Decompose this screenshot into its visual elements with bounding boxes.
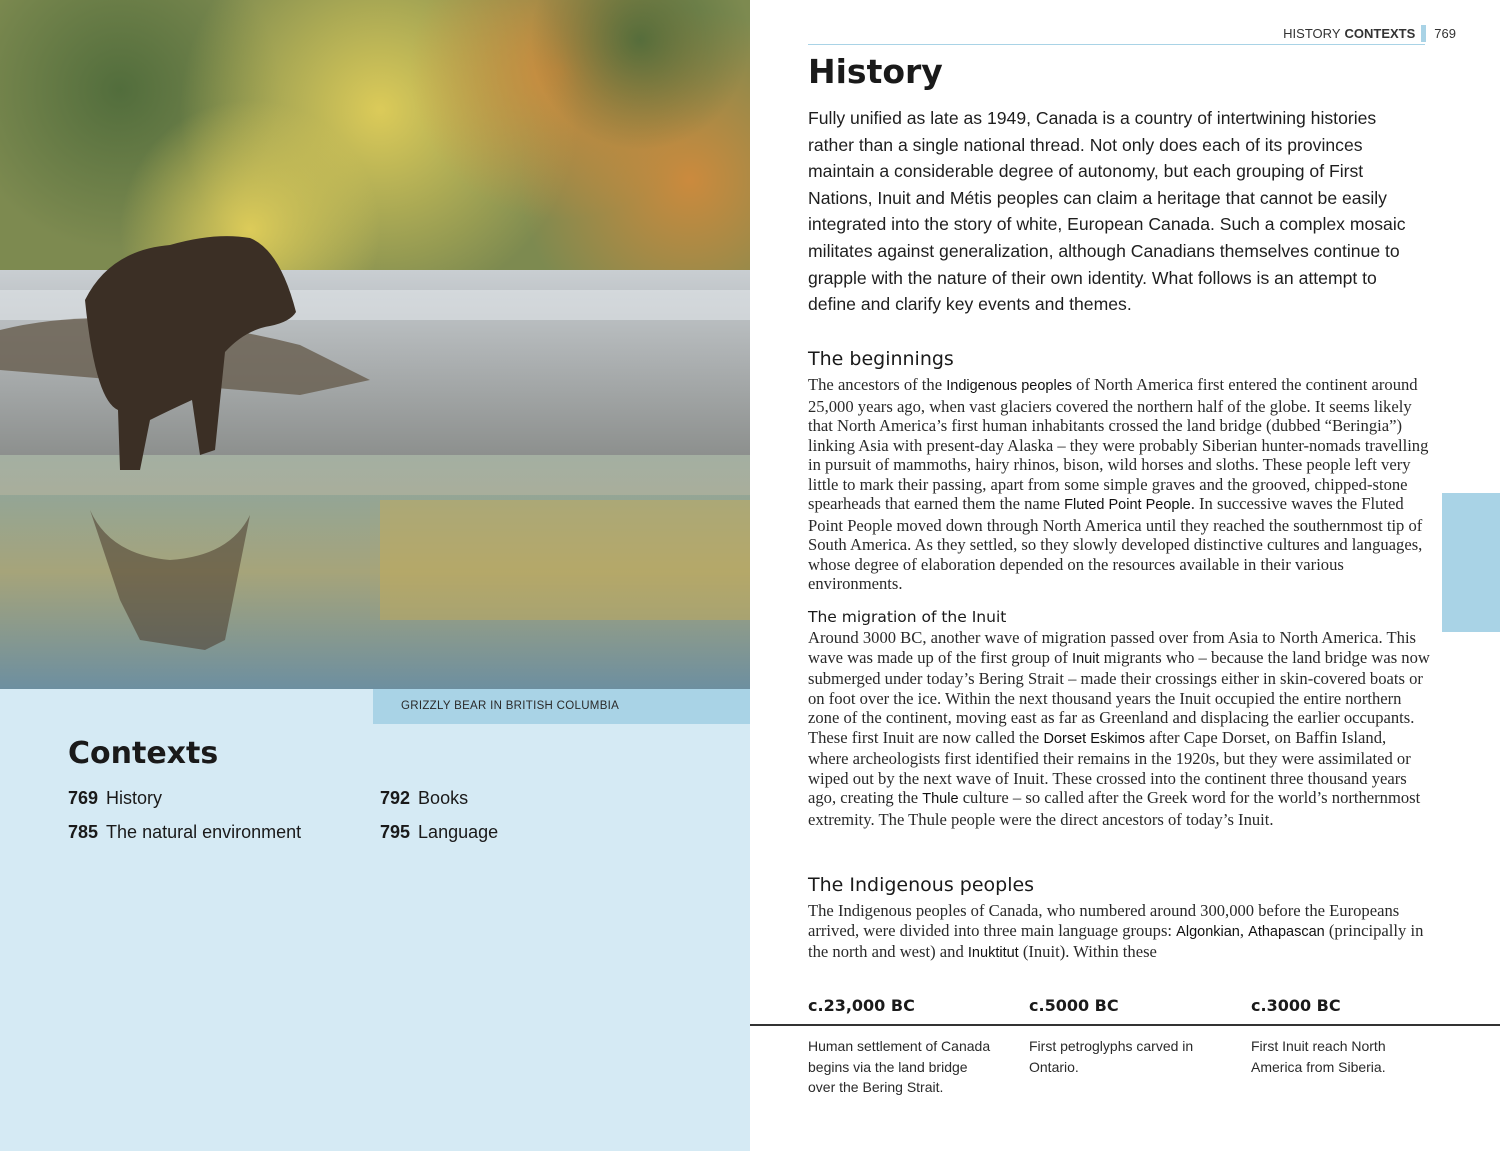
contexts-title: Contexts: [68, 736, 219, 771]
timeline-date: c.23,000 BC: [808, 996, 915, 1015]
right-page: [750, 0, 1500, 1151]
toc-page-number: 769: [68, 788, 99, 808]
section-heading-indigenous: The Indigenous peoples: [808, 874, 1035, 896]
timeline-description: Human settlement of Canada begins via the land bridge over the Bering Strait.: [808, 1038, 991, 1095]
section-heading-beginnings: The beginnings: [808, 348, 954, 370]
keyword: Indigenous peoples: [946, 378, 1073, 394]
keyword: Inuktitut: [967, 945, 1019, 961]
keyword: Fluted Point People: [1064, 497, 1191, 513]
migration-paragraph: Around 3000 BC, another wave of migration passed over from Asia to North America. This wave was made up of the first group of Inuit migrants who – because the land bridge was now submerged under today’s Bering Strait – made their crossings either in skin-covered boats or on foot over the ice. Within the next thousand years the Inuit occupied the entire northern zone of the continent, moving east as far as Greenland and displacing the earlier occupants. These first Inuit are now called the Dorset Eskimos after Cape Dorset, on Baffin Island, where archeologists first identified their remains in the 1920s, but they were assimilated or wiped out by the next wave of Inuit. These crossed into the continent three thousand years ago, creating the Thule culture – so called after the Greek word for the world’s northernmost extremity. The Thule people were the direct ancestors of today’s Inuit.: [808, 628, 1430, 829]
running-head-section: CONTEXTS: [1344, 26, 1416, 41]
toc-item-natural-environment[interactable]: [68, 822, 301, 843]
running-head-chapter: HISTORY: [1283, 26, 1341, 41]
toc-label: The natural environment: [106, 822, 302, 842]
timeline-date: c.3000 BC: [1251, 996, 1341, 1015]
toc-page-number: 795: [380, 822, 411, 842]
toc-label: Books: [418, 788, 469, 808]
keyword: Athapascan: [1248, 923, 1325, 940]
photo-caption: GRIZZLY BEAR IN BRITISH COLUMBIA: [373, 689, 750, 724]
indigenous-paragraph: The Indigenous peoples of Canada, who numbered around 300,000 before the Europeans arrived, were divided into three main language groups: Algonkian, Athapascan (principally in the north and west) and Inuktitut (Inuit). Within these: [808, 901, 1424, 961]
beginnings-paragraph: The ancestors of the Indigenous peoples of North America first entered the continent around 25,000 years ago, when vast glaciers covered the northern half of the globe. It seems likely that North America’s first human inhabitants crossed the land bridge (dubbed “Beringia”) linking Asia with present-day Alaska – they were probably Siberian hunter-nomads travelling in pursuit of mammoths, hairy rhinos, bison, wild horses and sloths. These people left very little to mark their passing, apart from some simple graves and the grooved, chipped-stone spearheads that earned them the name Fluted Point People. In successive waves the Fluted Point People moved down through North America until they reached the southernmost tip of South America. As they settled, so they slowly developed distinctive cultures and languages, whose degree of elaboration depended on the resources available in their various environments.: [808, 375, 1429, 593]
grizzly-bear-photo: [0, 0, 750, 689]
toc-page-number: 792: [380, 788, 411, 808]
timeline-description: First Inuit reach North America from Siberia.: [1251, 1038, 1386, 1075]
subheading-migration: The migration of the Inuit: [808, 608, 1007, 626]
timeline-description: First petroglyphs carved in Ontario.: [1029, 1038, 1194, 1075]
keyword: Dorset Eskimos: [1043, 730, 1145, 747]
timeline-rule: [750, 1024, 1500, 1026]
intro-paragraph: Fully unified as late as 1949, Canada is a country of intertwining histories rather than a single national thread. Not only does each of its provinces maintain a considerable degree of autonomy, but each grouping of First Nations, Inuit and Métis peoples can claim a heritage that cannot be easily integrated into the story of white, European Canada. Such a complex mosaic militates against generalization, although Canadians themselves continue to grapple with the nature of their own identity. What follows is an attempt to define and clarify key events and themes.: [808, 108, 1406, 315]
running-head: [1283, 25, 1456, 42]
page-number: 769: [1434, 26, 1456, 41]
toc-page-number: 785: [68, 822, 99, 842]
toc-item-books[interactable]: [380, 788, 468, 809]
keyword: Thule: [922, 791, 959, 807]
keyword: Inuit: [1072, 650, 1100, 667]
toc-label: Language: [418, 822, 499, 842]
page-title: History: [808, 52, 943, 91]
running-head-marker: [1421, 25, 1426, 42]
keyword: Algonkian: [1176, 923, 1240, 940]
toc-label: History: [106, 788, 163, 808]
toc-item-history[interactable]: [68, 788, 162, 809]
chapter-tab: [1442, 493, 1500, 632]
toc-item-language[interactable]: [380, 822, 498, 843]
header-rule: [808, 44, 1425, 45]
timeline-date: c.5000 BC: [1029, 996, 1119, 1015]
